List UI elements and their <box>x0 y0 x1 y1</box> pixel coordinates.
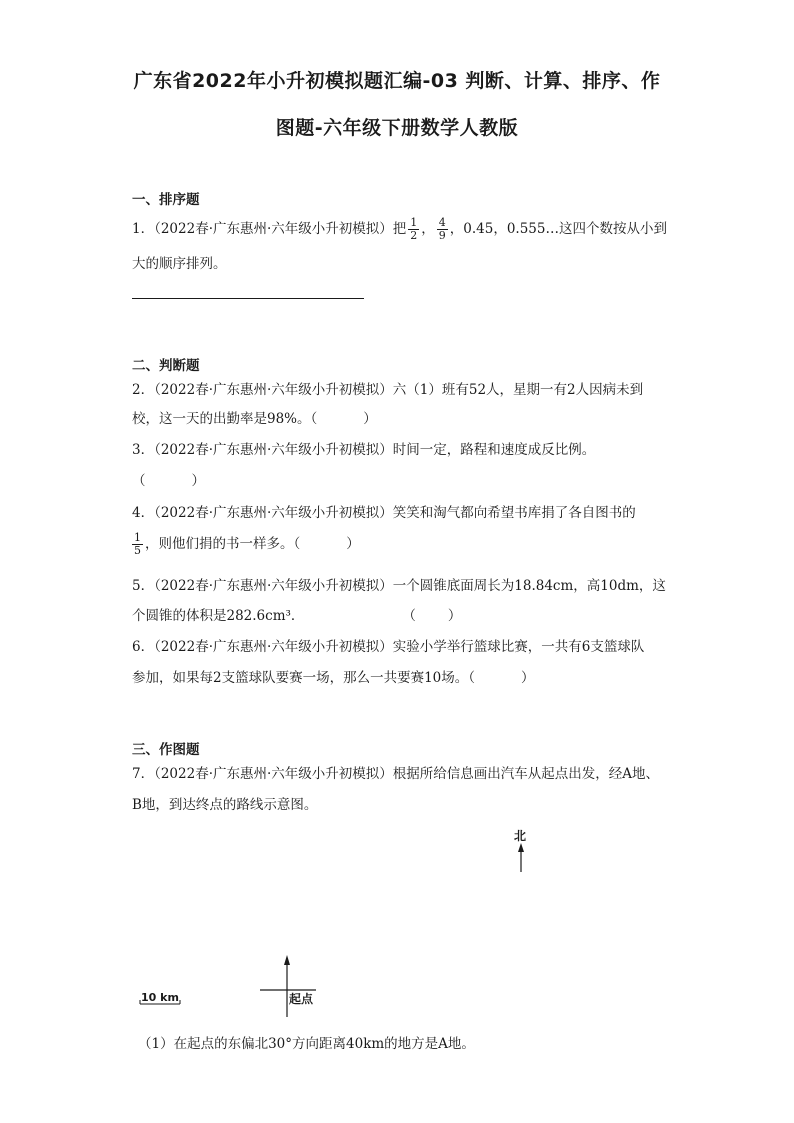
section-heading-ordering: 一、排序题 <box>132 192 200 208</box>
question-4-line-1: 4．（2022春·广东惠州·六年级小升初模拟）笑笑和淘气都向希望书库捐了各自图书的 <box>132 505 636 521</box>
origin-crosshair <box>260 955 316 1017</box>
north-label: 北 <box>514 829 527 843</box>
question-5-line-2: 个圆锥的体积是282.6cm³． （ ） <box>132 608 462 624</box>
question-7-sub-1: （1）在起点的东偏北30°方向距离40km的地方是A地。 <box>138 1036 475 1052</box>
question-7-line-2: B地，到达终点的路线示意图。 <box>132 797 318 813</box>
section-heading-judgement: 二、判断题 <box>132 358 200 374</box>
scale-label: 10 km <box>141 991 179 1004</box>
page-title-line-2: 图题-六年级下册数学人教版 <box>275 117 519 139</box>
section-heading-drawing: 三、作图题 <box>132 742 200 758</box>
question-6-line-2: 参加，如果每2支篮球队要赛一场，那么一共要赛10场。（ ） <box>132 670 535 686</box>
origin-label: 起点 <box>289 992 314 1006</box>
fraction-four-ninths: $\frac{4}{9}$ <box>438 216 446 242</box>
question-1-line-2: 大的顺序排列。 <box>132 256 227 272</box>
question-3-line-1: 3．（2022春·广东惠州·六年级小升初模拟）时间一定，路程和速度成反比例。 <box>132 442 596 458</box>
question-2-line-1: 2．（2022春·广东惠州·六年级小升初模拟）六（1）班有52人，星期一有2人因病未到 <box>132 382 644 398</box>
question-3-line-2: （ ） <box>132 473 205 489</box>
question-7-line-1: 7．（2022春·广东惠州·六年级小升初模拟）根据所给信息画出汽车从起点出发，经A地、 <box>132 766 660 782</box>
question-5-line-1: 5．（2022春·广东惠州·六年级小升初模拟）一个圆锥底面周长为18.84cm，高10dm，这 <box>132 578 666 594</box>
fraction-one-fifth: $\frac{1}{5}$ <box>134 531 141 557</box>
fraction-one-half: $\frac{1}{2}$ <box>410 216 418 242</box>
page-title-line-1: 广东省2022年小升初模拟题汇编-03 判断、计算、排序、作 <box>133 70 661 92</box>
question-2-line-2: 校，这一天的出勤率是98%。（ ） <box>132 411 377 427</box>
question-1-text-a: 1．（2022春·广东惠州·六年级小升初模拟）把 <box>132 221 407 237</box>
question-1-line-1: 1．（2022春·广东惠州·六年级小升初模拟）把 $\frac{1}{2}$ ， $\frac{4}{9}$ ，0.45，0.555…这四个数按从小到 <box>132 216 667 242</box>
question-6-line-1: 6．（2022春·广东惠州·六年级小升初模拟）实验小学举行篮球比赛，一共有6支篮球队 <box>132 639 645 655</box>
question-1-text-b: ，0.45，0.555…这四个数按从小到 <box>449 221 667 237</box>
north-arrow-icon <box>518 843 524 872</box>
question-4-line-2: $\frac{1}{5}$ ，则他们捐的书一样多。（ ） <box>134 531 360 557</box>
